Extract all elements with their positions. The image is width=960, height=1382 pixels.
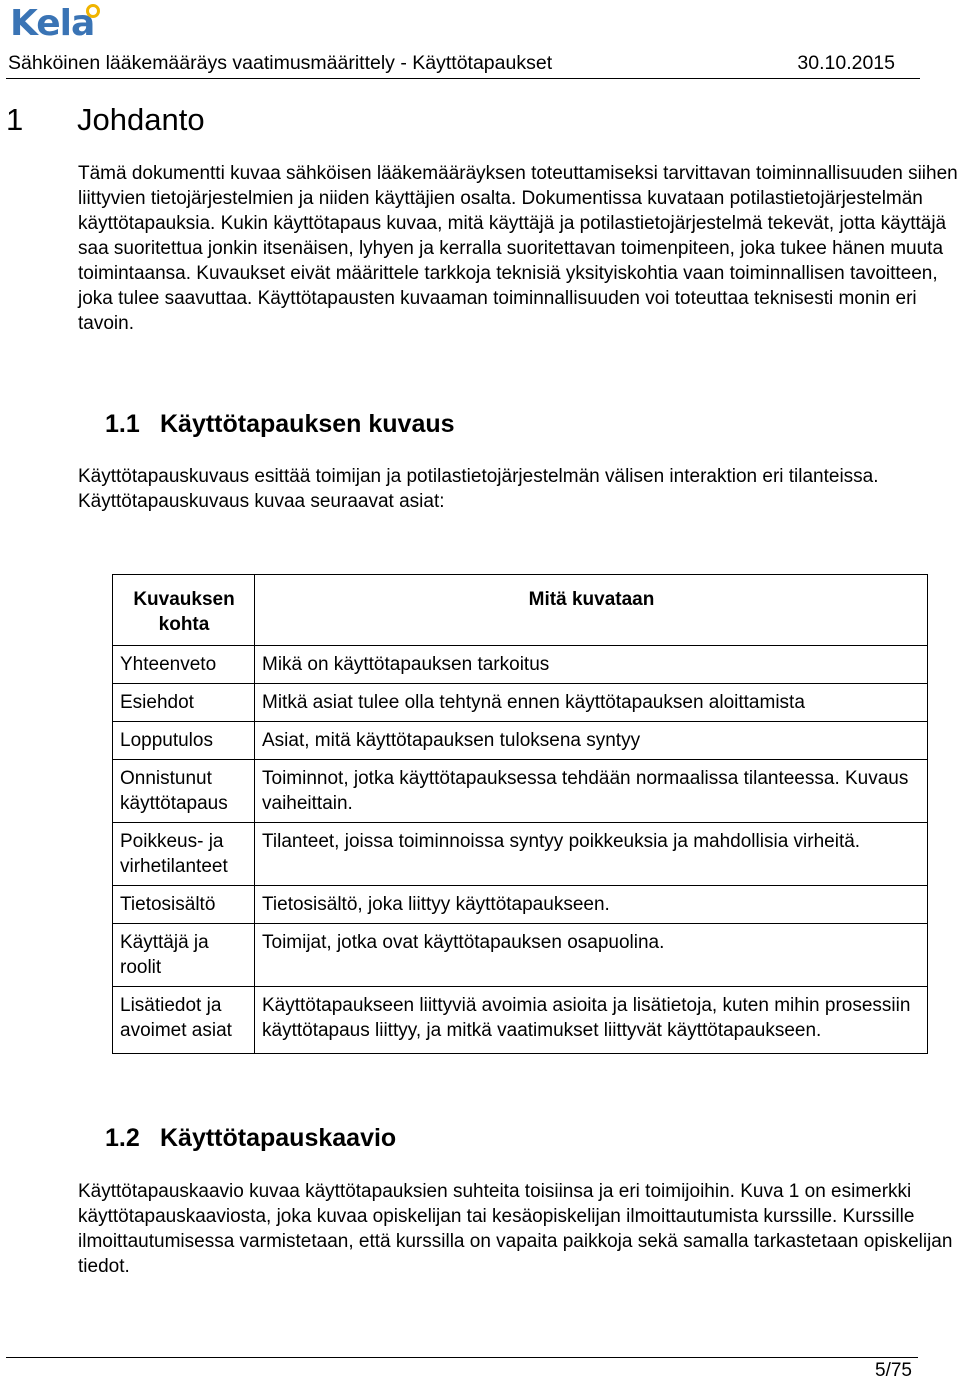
table-cell-description: Käyttötapaukseen liittyviä avoimia asioita ja lisätietoja, kuten mihin prosessiin käyttötapaus liittyy, ja mitkä vaatimukset liittyvät käyttötapaukseen. — [255, 987, 928, 1054]
table-row — [113, 722, 928, 760]
logo-ring-icon — [86, 4, 100, 18]
section-heading-1-1 — [105, 408, 455, 440]
table-cell-item: Lopputulos — [113, 722, 255, 760]
table-header-cell: Mitä kuvataan — [255, 575, 928, 646]
table-cell-item: Onnistunut käyttötapaus — [113, 760, 255, 823]
page-number: 5/75 — [875, 1360, 912, 1381]
kela-logo — [10, 2, 110, 46]
section-1-paragraph: Tämä dokumentti kuvaa sähköisen lääkemääräyksen toteuttamiseksi tarvittavan toiminnallisuuden siihen liittyvien tietojärjestelmien ja niiden käyttäjien osalta. Dokumentissa kuvataan potilastietojärjestelmän käyttötapauksia. Kukin käyttötapaus kuvaa, mitä käyttäjä ja potilastietojärjestelmä tekevät, jotta käyttäjä saa suoritettua jonkin itsenäisen, lyhyen ja kerralla suoritettavan toimenpiteen, joka tukee hänen muuta toimintaansa. Kuvaukset eivät määrittele tarkkoja teknisiä yksityiskohtia vaan toiminnallisen tavoitteen, joka tulee saavuttaa. Käyttötapausten kuvaaman toiminnallisuuden voi toteuttaa teknisesti monin eri tavoin. — [78, 163, 958, 334]
section-1-1-paragraph: Käyttötapauskuvaus esittää toimijan ja potilastietojärjestelmän välisen interaktion eri tilanteissa. Käyttötapauskuvaus kuvaa seuraavat asiat: — [78, 466, 879, 512]
section-title: Käyttötapauskaavio — [160, 1124, 397, 1152]
table-header-row — [113, 575, 928, 646]
footer-divider — [6, 1357, 918, 1358]
logo-text: Kela — [10, 3, 95, 44]
document-title: Sähköinen lääkemääräys vaatimusmäärittely - Käyttötapaukset — [8, 52, 553, 74]
section-heading-1-2 — [105, 1122, 396, 1154]
table-cell-description: Tietosisältö, joka liittyy käyttötapaukseen. — [255, 886, 928, 924]
table-header-cell: Kuvauksen kohta — [113, 575, 255, 646]
section-number: 1 — [6, 102, 24, 137]
header-divider — [6, 78, 920, 79]
table-row — [113, 646, 928, 684]
document-date: 30.10.2015 — [797, 52, 895, 74]
table-row — [113, 823, 928, 886]
table-row — [113, 760, 928, 823]
section-title: Johdanto — [77, 102, 205, 137]
table-cell-description: Mikä on käyttötapauksen tarkoitus — [255, 646, 928, 684]
table-row — [113, 886, 928, 924]
table-row — [113, 987, 928, 1054]
table-cell-item: Tietosisältö — [113, 886, 255, 924]
table-cell-item: Lisätiedot ja avoimet asiat — [113, 987, 255, 1054]
table-row — [113, 924, 928, 987]
section-title: Käyttötapauksen kuvaus — [160, 410, 455, 438]
table-cell-description: Toiminnot, jotka käyttötapauksessa tehdään normaalissa tilanteessa. Kuvaus vaiheittain. — [255, 760, 928, 823]
section-number: 1.2 — [105, 1124, 140, 1152]
table-row — [113, 684, 928, 722]
table-cell-description: Tilanteet, joissa toiminnoissa syntyy poikkeuksia ja mahdollisia virheitä. — [255, 823, 928, 886]
table-cell-item: Esiehdot — [113, 684, 255, 722]
table-cell-item: Poikkeus- ja virhetilanteet — [113, 823, 255, 886]
table-cell-description: Asiat, mitä käyttötapauksen tuloksena syntyy — [255, 722, 928, 760]
table-cell-item: Käyttäjä ja roolit — [113, 924, 255, 987]
section-1-2-paragraph: Käyttötapauskaavio kuvaa käyttötapauksien suhteita toisiinsa ja eri toimijoihin. Kuva 1 on esimerkki käyttötapauskaaviosta, joka kuvaa opiskelijan tai kesäopiskelijan ilmoittautumista kurssille. Kurssille ilmoittautumisessa varmistetaan, että kurssilla on vapaita paikkoja sekä samalla tarkastetaan opiskelijan tiedot. — [78, 1181, 953, 1277]
table-cell-item: Yhteenveto — [113, 646, 255, 684]
table-cell-description: Mitkä asiat tulee olla tehtynä ennen käyttötapauksen aloittamista — [255, 684, 928, 722]
use-case-description-table — [112, 574, 928, 1054]
table-cell-description: Toimijat, jotka ovat käyttötapauksen osapuolina. — [255, 924, 928, 987]
section-number: 1.1 — [105, 410, 140, 438]
section-heading-1 — [6, 100, 205, 140]
